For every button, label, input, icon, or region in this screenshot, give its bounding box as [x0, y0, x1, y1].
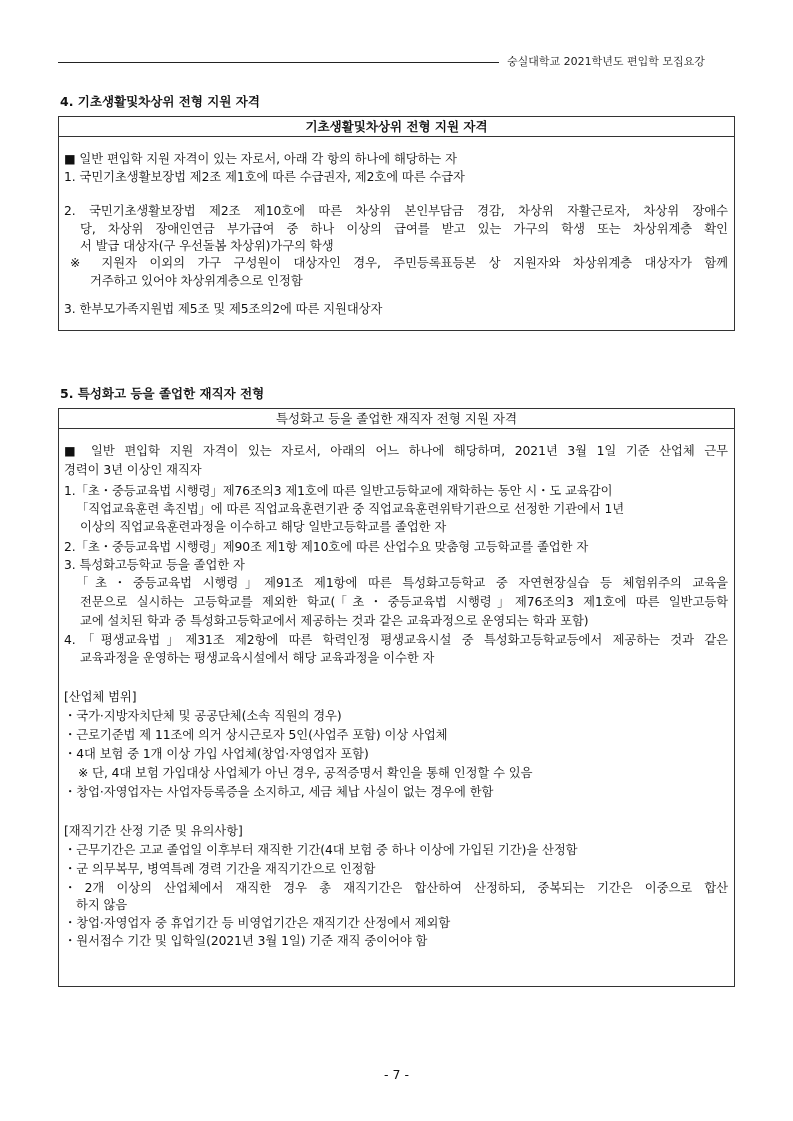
section5-line: 「직업교육훈련 촉진법」에 따른 직업교육훈련기관 중 직업교육훈련위탁기관으로 선정한 기관에서 1년 [76, 502, 625, 516]
section4-line: 1. 국민기초생활보장법 제2조 제1호에 따른 수급권자, 제2호에 따른 수급자 [64, 170, 465, 184]
section5-line: 하지 않음 [76, 898, 128, 912]
section5-line: ・창업·자영업자 중 휴업기간 등 비영업기간은 재직기간 산정에서 제외함 [64, 916, 451, 930]
page-number: - 7 - [384, 1067, 409, 1082]
section4-line: 서 발급 대상자(구 우선돌봄 차상위)가구의 학생 [80, 239, 334, 253]
section5-line: ・군 의무복무, 병역특례 경력 기간을 재직기간으로 인정함 [64, 862, 376, 876]
section5-line: ・4대 보험 중 1개 이상 가입 사업체(창업·자영업자 포함) [64, 747, 369, 761]
section5-line: 교에 설치된 학과 중 특성화고등학교에서 제공하는 것과 같은 교육과정으로 운영되는 학과 포함) [80, 614, 589, 628]
section5-title: 5. 특성화고 등을 졸업한 재직자 전형 [60, 386, 265, 401]
section5-subheading: [재직기간 산정 기준 및 유의사항] [64, 824, 243, 838]
section4-line: ※ 지원자 이외의 가구 구성원이 대상자인 경우, 주민등록표등본 상 지원자와 차상위계층 대상자가 함께 [70, 256, 728, 270]
header-rule [58, 62, 499, 63]
section4-line: 3. 한부모가족지원법 제5조 및 제5조의2에 따른 지원대상자 [64, 302, 383, 316]
section5-line: ・2개 이상의 산업체에서 재직한 경우 총 재직기간은 합산하여 산정하되, 중복되는 기간은 이중으로 합산 [64, 881, 728, 895]
section4-box-title: 기초생활및차상위 전형 지원 자격 [59, 117, 734, 137]
section4-line: 당, 차상위 장애인연금 부가급여 중 하나 이상의 급여를 받고 있는 가구의 학생 또는 차상위계층 확인 [80, 222, 728, 236]
section5-line: 경력이 3년 이상인 재직자 [64, 463, 202, 477]
section5-line: ・국가·지방자치단체 및 공공단체(소속 직원의 경우) [64, 709, 342, 723]
section5-subheading: [산업체 범위] [64, 690, 137, 704]
section4-line: 2. 국민기초생활보장법 제2조 제10호에 따른 차상위 본인부담금 경감, 차상위 자활근로자, 차상위 장애수 [64, 204, 728, 218]
section5-line: ・창업·자영업자는 사업자등록증을 소지하고, 세금 체납 사실이 없는 경우에 한함 [64, 785, 494, 799]
section5-line: 4.「평생교육법」제31조 제2항에 따른 학력인정 평생교육시설 중 특성화고등학교등에서 제공하는 것과 같은 [64, 633, 728, 647]
section5-line: ・근무기간은 고교 졸업일 이후부터 재직한 기간(4대 보험 중 하나 이상에 가입된 기간)을 산정함 [64, 843, 578, 857]
header-title: 숭실대학교 2021학년도 편입학 모집요강 [507, 55, 705, 68]
section4-line: 거주하고 있어야 차상위계층으로 인정함 [90, 274, 303, 288]
section5-line: 2.「초・중등교육법 시행령」제90조 제1항 제10호에 따른 산업수요 맞춤형 고등학교를 졸업한 자 [64, 540, 589, 554]
section5-line: ■ 일반 편입학 지원 자격이 있는 자로서, 아래의 어느 하나에 해당하며, 2021년 3월 1일 기준 산업체 근무 [64, 444, 728, 458]
section5-line: 교육과정을 운영하는 평생교육시설에서 해당 교육과정을 이수한 자 [80, 651, 435, 665]
section4-line: ■ 일반 편입학 지원 자격이 있는 자로서, 아래 각 항의 하나에 해당하는 자 [64, 152, 457, 166]
section5-line: 「초・중등교육법 시행령」제91조 제1항에 따른 특성화고등학교 중 자연현장실습 등 체험위주의 교육을 [76, 576, 728, 590]
section5-box-title: 특성화고 등을 졸업한 재직자 전형 지원 자격 [59, 409, 734, 429]
section5-line: 1.「초・중등교육법 시행령」제76조의3 제1호에 따른 일반고등학교에 재학하는 동안 시・도 교육감이 [64, 484, 613, 498]
section4-title: 4. 기초생활및차상위 전형 지원 자격 [60, 94, 260, 109]
section5-line: ・원서접수 기간 및 입학일(2021년 3월 1일) 기준 재직 중이어야 함 [64, 934, 428, 948]
section5-line: 이상의 직업교육훈련과정을 이수하고 해당 일반고등학교를 졸업한 자 [80, 520, 447, 534]
section5-line: 3. 특성화고등학교 등을 졸업한 자 [64, 558, 245, 572]
section5-line: ・근로기준법 제 11조에 의거 상시근로자 5인(사업주 포함) 이상 사업체 [64, 728, 448, 742]
section5-line: ※ 단, 4대 보험 가입대상 사업체가 아닌 경우, 공적증명서 확인을 통해 인정할 수 있음 [78, 766, 533, 780]
section5-line: 전문으로 실시하는 고등학교를 제외한 학교(「초・중등교육법 시행령」제76조의3 제1호에 따른 일반고등학 [80, 595, 728, 609]
